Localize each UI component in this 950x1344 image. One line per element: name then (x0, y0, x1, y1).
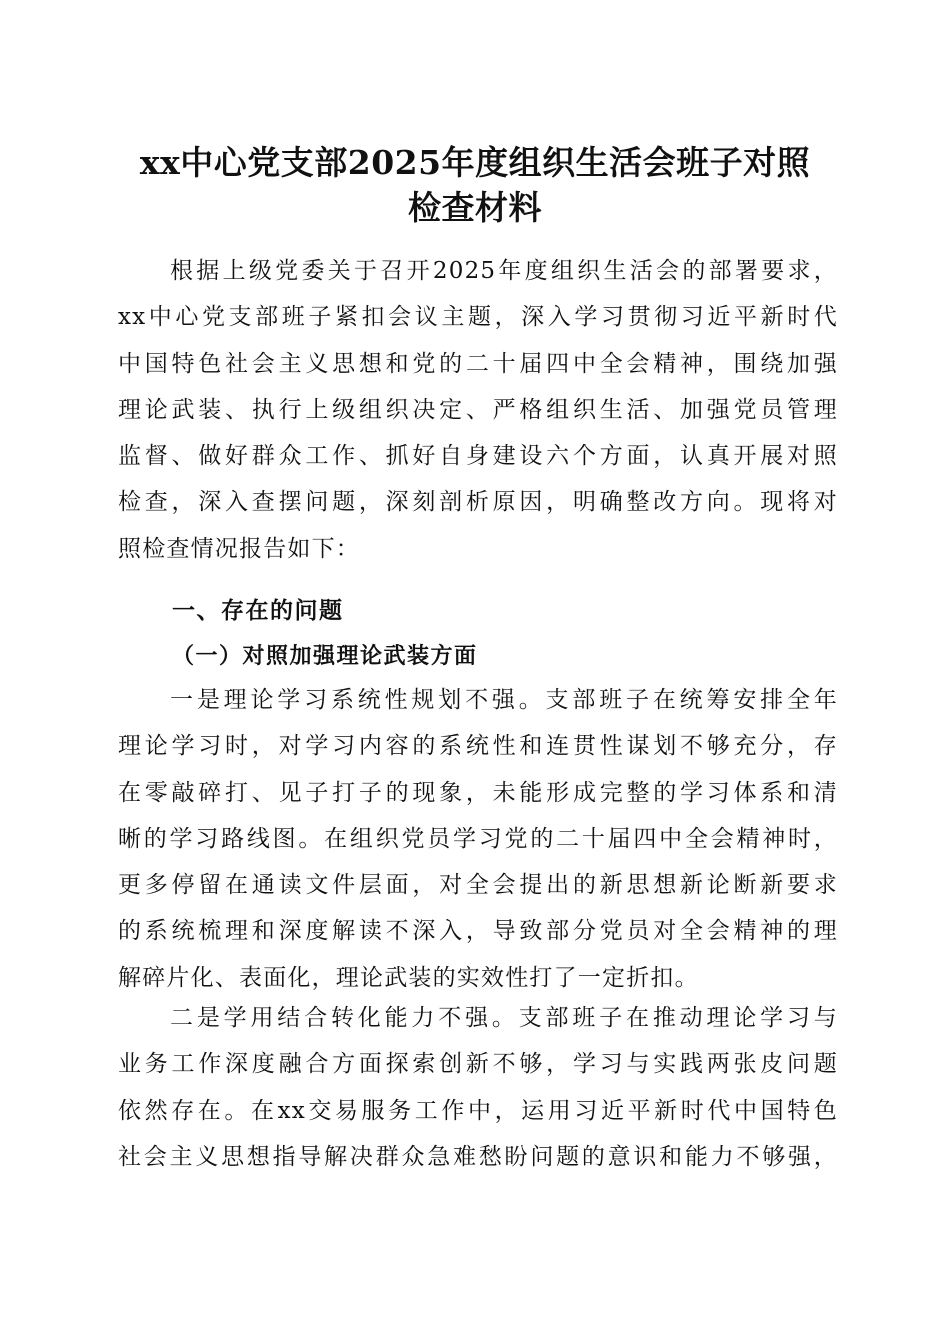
paragraph-line: 一是理论学习系统性规划不强。支部班子在统筹安排全年 (170, 687, 838, 713)
paragraph-line: 的系统梳理和深度解读不深入，导致部分党员对全会精神的理 (118, 918, 838, 945)
paragraph-line: 依然存在。在xx交易服务工作中，运用习近平新时代中国特色 (118, 1097, 838, 1124)
section-heading-problems: 一、存在的问题 (172, 598, 344, 624)
paragraph-line: 更多停留在通读文件层面，对全会提出的新思想新论断新要求 (118, 872, 838, 899)
paragraph-second-issue (118, 995, 838, 1180)
intro-line: 中国特色社会主义思想和党的二十届四中全会精神，围绕加强 (118, 350, 838, 377)
paragraph-line: 社会主义思想指导解决群众急难愁盼问题的意识和能力不够强， (118, 1143, 838, 1170)
intro-line: 理论武装、执行上级组织决定、严格组织生活、加强党员管理 (118, 396, 838, 423)
intro-paragraph (118, 248, 838, 572)
subsection-heading-theory: （一）对照加强理论武装方面 (172, 643, 478, 669)
paragraph-line: 晰的学习路线图。在组织党员学习党的二十届四中全会精神时， (118, 825, 838, 852)
paragraph-line: 业务工作深度融合方面探索创新不够，学习与实践两张皮问题 (118, 1051, 838, 1078)
intro-line: 检查，深入查摆问题，深刻剖析原因，明确整改方向。现将对 (118, 489, 838, 516)
intro-line: xx中心党支部班子紧扣会议主题，深入学习贯彻习近平新时代 (118, 304, 838, 331)
document-title-line-1: xx中心党支部2025年度组织生活会班子对照 (139, 143, 811, 182)
intro-line: 照检查情况报告如下： (118, 535, 360, 562)
paragraph-line: 二是学用结合转化能力不强。支部班子在推动理论学习与 (170, 1005, 838, 1031)
intro-line: 根据上级党委关于召开2025年度组织生活会的部署要求， (170, 258, 838, 284)
paragraph-line: 在零敲碎打、见子打子的现象，未能形成完整的学习体系和清 (118, 779, 838, 806)
intro-line: 监督、做好群众工作、抓好自身建设六个方面，认真开展对照 (118, 443, 838, 470)
document-title-line-2: 检查材料 (408, 188, 542, 227)
paragraph-line: 解碎片化、表面化，理论武装的实效性打了一定折扣。 (118, 964, 699, 991)
paragraph-line: 理论学习时，对学习内容的系统性和连贯性谋划不够充分，存 (118, 733, 838, 760)
paragraph-first-issue (118, 677, 838, 1001)
